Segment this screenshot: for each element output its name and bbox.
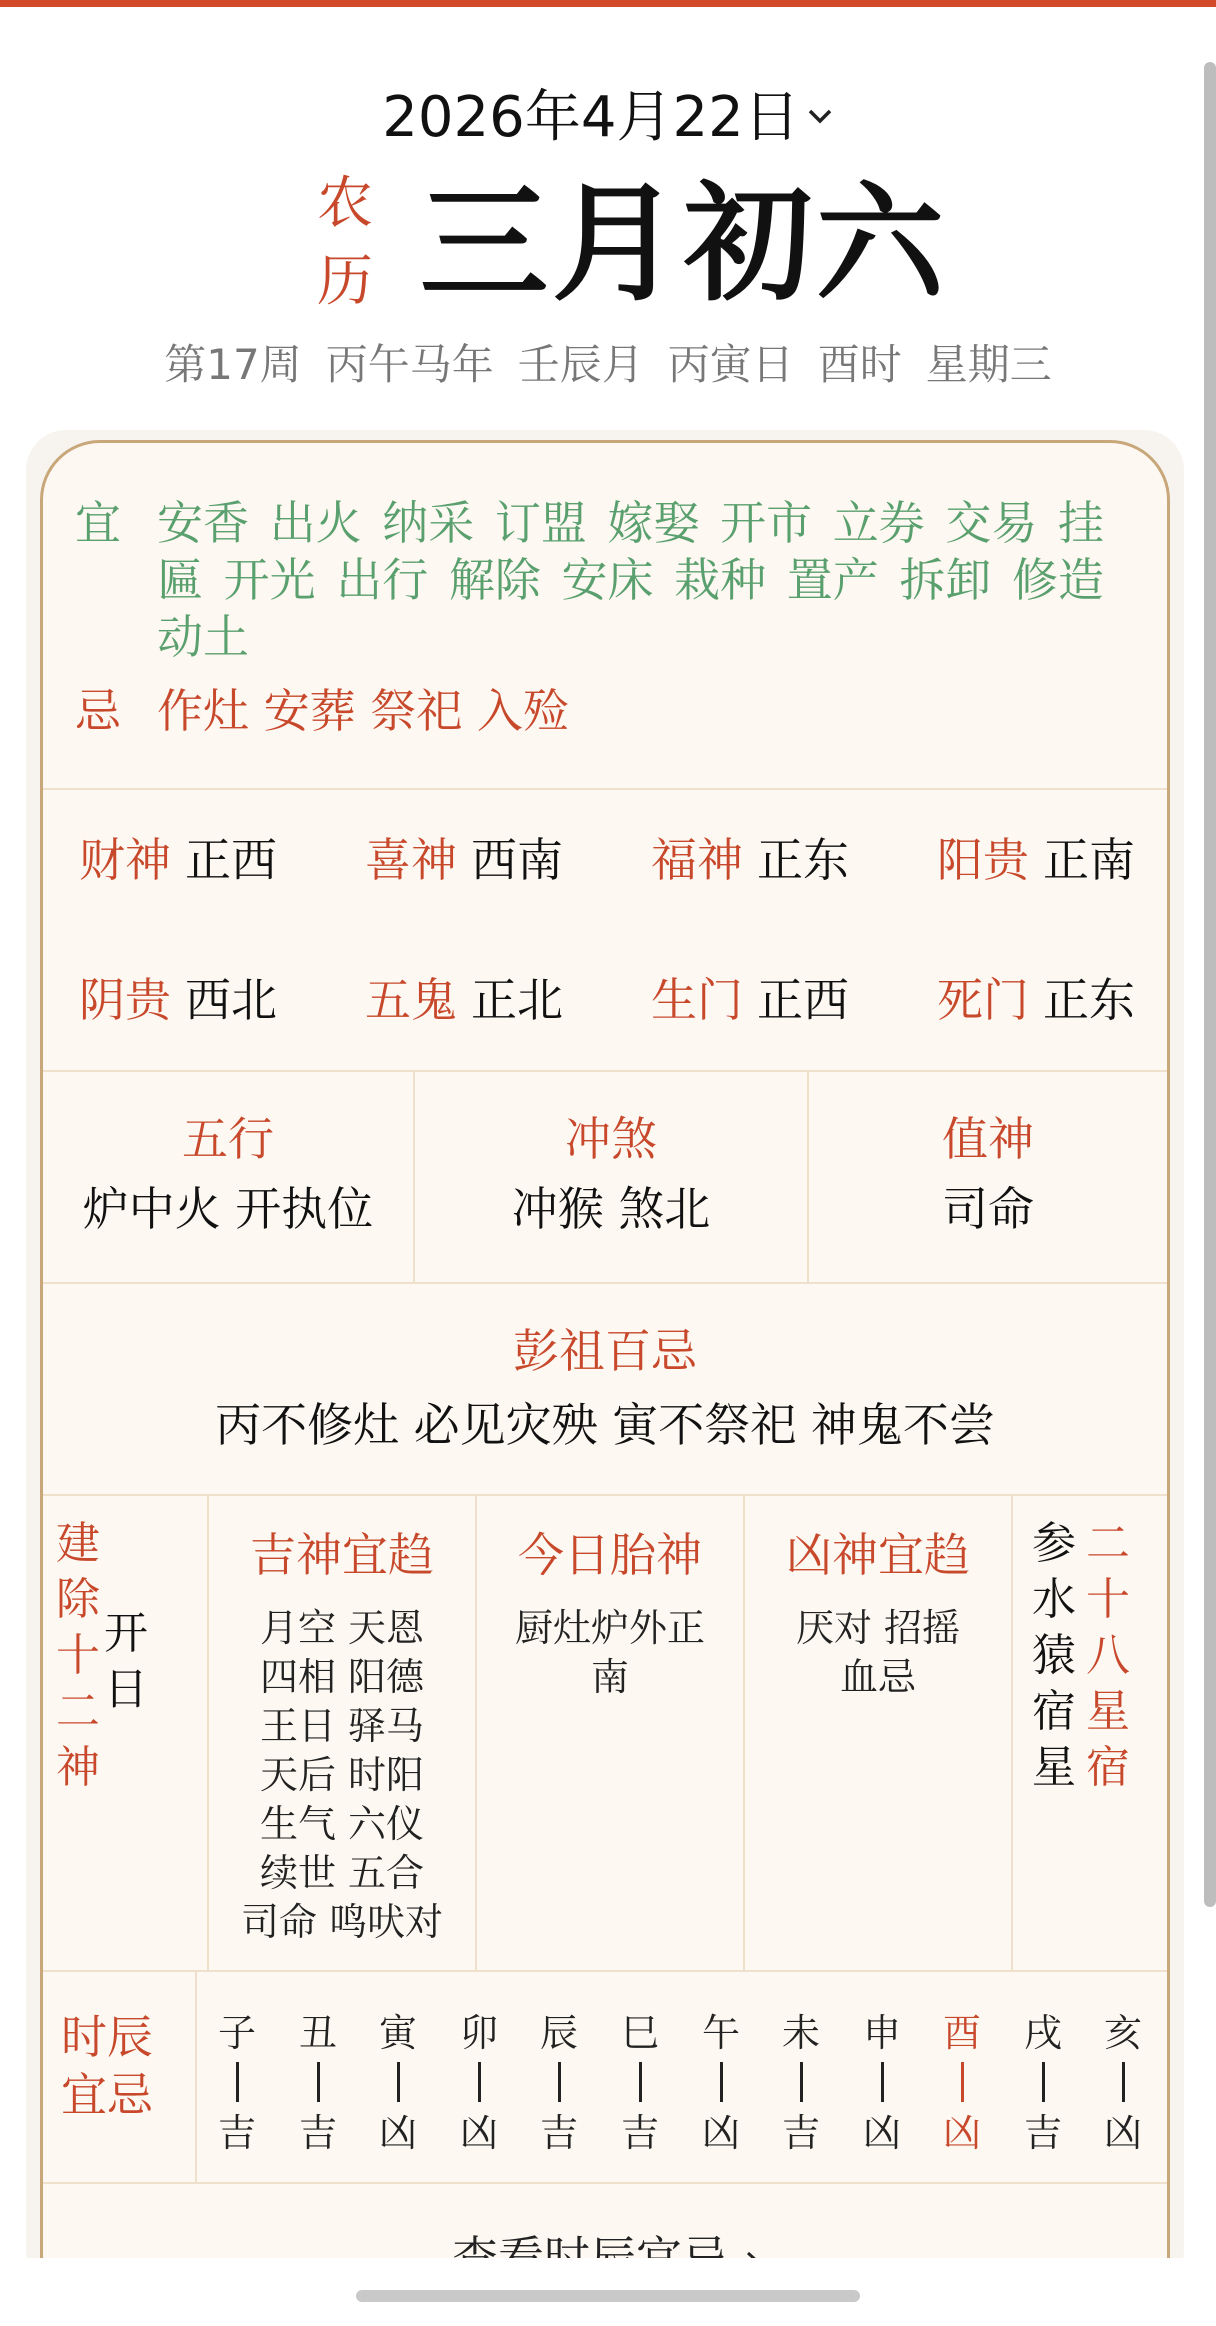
hour-ganzhi: 酉时 — [817, 340, 902, 389]
shichen-bar — [478, 2062, 481, 2102]
shichen-luck: 吉 — [298, 2111, 337, 2155]
god-key: 死门 — [937, 973, 1029, 1027]
god-value: 正西 — [757, 973, 849, 1027]
god-item-shengmen — [651, 970, 849, 1030]
shichen-si[interactable] — [610, 2008, 670, 2158]
shichen-branch: 子 — [217, 2011, 256, 2055]
xingxiu-title — [1083, 1516, 1133, 1796]
week-number: 第17周 — [164, 340, 302, 389]
pengzu-section — [43, 1282, 1167, 1496]
shichen-branch: 巳 — [620, 2011, 659, 2055]
lunar-date: 三月初六 — [420, 170, 949, 319]
jianchu-title-text: 建除十二神 — [56, 1518, 100, 1793]
shichen-label-line-1: 时辰 — [61, 2010, 153, 2064]
date-label: 2026年4月22日 — [382, 85, 800, 150]
wuxing-value: 炉中火 开执位 — [82, 1182, 374, 1236]
xingxiu-value-text: 参水猿宿星 — [1032, 1518, 1076, 1793]
shichen-branch: 卯 — [459, 2011, 498, 2055]
shichen-branch: 丑 — [298, 2011, 337, 2055]
god-item-yingui — [79, 970, 277, 1030]
shichen-luck: 凶 — [378, 2111, 417, 2155]
jishen-line: 天后 时阳 — [259, 1753, 425, 1797]
god-value: 正东 — [757, 833, 849, 887]
shichen-luck: 凶 — [701, 2111, 740, 2155]
shichen-luck: 凶 — [459, 2111, 498, 2155]
top-accent-bar — [0, 0, 1216, 7]
day-ganzhi: 丙寅日 — [667, 340, 794, 389]
lunar-tag — [310, 165, 380, 321]
divider — [195, 1972, 197, 2184]
ji-label: 忌 — [75, 684, 121, 738]
god-value: 正西 — [185, 833, 277, 887]
god-item-fushen — [651, 830, 849, 890]
god-key: 五鬼 — [365, 973, 457, 1027]
gods-direction-section — [43, 788, 1167, 1072]
ji-list: 作灶 安葬 祭祀 入殓 — [157, 684, 569, 738]
shichen-branch: 亥 — [1103, 2011, 1142, 2055]
shichen-branch: 未 — [781, 2011, 820, 2055]
jishen-line: 续世 五合 — [259, 1851, 425, 1895]
shichen-hai[interactable] — [1093, 2008, 1153, 2158]
shichen-branch: 午 — [701, 2011, 740, 2055]
deities-section — [43, 1494, 1167, 1972]
xiongshen-line: 血忌 — [839, 1655, 916, 1699]
shichen-bar — [397, 2062, 400, 2102]
taishen-line: 厨灶炉外正 — [514, 1606, 705, 1650]
chongsha-value: 冲猴 煞北 — [511, 1182, 711, 1236]
shichen-bar — [558, 2062, 561, 2102]
pengzu-title: 彭祖百忌 — [513, 1324, 697, 1378]
shichen-you-current[interactable] — [932, 2008, 992, 2158]
chongsha-title: 冲煞 — [565, 1112, 657, 1166]
xiongshen-list — [745, 1604, 1011, 1702]
god-value: 正北 — [471, 973, 563, 1027]
god-key: 阴贵 — [79, 973, 171, 1027]
god-item-caishen — [79, 830, 277, 890]
shichen-zi[interactable] — [207, 2008, 267, 2158]
jishen-title: 吉神宜趋 — [250, 1528, 434, 1582]
god-value: 西南 — [471, 833, 563, 887]
divider — [1011, 1496, 1013, 1972]
god-item-yanggui — [937, 830, 1135, 890]
lunar-tag-char-1: 农 — [317, 171, 373, 236]
shichen-label — [61, 2008, 161, 2124]
shichen-bar — [1122, 2062, 1125, 2102]
god-key: 生门 — [651, 973, 743, 1027]
xingxiu-value — [1029, 1516, 1079, 1796]
taishen-line: 南 — [590, 1655, 629, 1699]
god-key: 喜神 — [365, 833, 457, 887]
shichen-section — [43, 1970, 1167, 2184]
lunar-date-block — [310, 165, 949, 325]
shichen-luck: 凶 — [1103, 2111, 1142, 2155]
god-key: 福神 — [651, 833, 743, 887]
shichen-chou[interactable] — [288, 2008, 348, 2158]
shichen-branch: 寅 — [378, 2011, 417, 2055]
god-value: 西北 — [185, 973, 277, 1027]
shichen-yin[interactable] — [368, 2008, 428, 2158]
jishen-line: 生气 六仪 — [259, 1802, 425, 1846]
shichen-luck: 吉 — [781, 2111, 820, 2155]
shichen-luck: 凶 — [862, 2111, 901, 2155]
god-item-simen — [937, 970, 1135, 1030]
shichen-branch: 酉 — [942, 2011, 981, 2055]
shichen-branch: 申 — [862, 2011, 901, 2055]
jishen-line: 四相 阳德 — [259, 1655, 425, 1699]
jianchu-value — [101, 1606, 151, 1718]
shichen-luck: 吉 — [217, 2111, 256, 2155]
yi-label: 宜 — [75, 496, 121, 550]
xiongshen-title: 凶神宜趋 — [786, 1528, 970, 1582]
shichen-xu[interactable] — [1013, 2008, 1073, 2158]
shichen-luck: 吉 — [620, 2111, 659, 2155]
zhishen-value: 司命 — [942, 1182, 1034, 1236]
xiongshen-line: 厌对 招摇 — [795, 1606, 961, 1650]
shichen-luck: 吉 — [539, 2111, 578, 2155]
almanac-card — [40, 440, 1170, 2293]
shichen-bar — [720, 2062, 723, 2102]
shichen-bar — [317, 2062, 320, 2102]
yi-ji-section — [43, 443, 1167, 788]
jishen-line: 王日 驿马 — [259, 1704, 425, 1748]
wuxing-chongsha-section — [43, 1070, 1167, 1284]
weekday: 星期三 — [925, 340, 1052, 389]
month-ganzhi: 壬辰月 — [517, 340, 644, 389]
god-item-xishen — [365, 830, 563, 890]
jishen-list — [209, 1604, 475, 1947]
shichen-bar — [800, 2062, 803, 2102]
zhishen-cell — [809, 1072, 1167, 1282]
lunar-tag-char-2: 历 — [317, 249, 373, 314]
shichen-branch: 辰 — [539, 2011, 578, 2055]
shichen-wu[interactable] — [691, 2008, 751, 2158]
shichen-bar — [961, 2062, 964, 2102]
taishen-list — [477, 1604, 743, 1702]
shichen-mao[interactable] — [449, 2008, 509, 2158]
chevron-down-icon — [806, 102, 834, 130]
shichen-bar — [881, 2062, 884, 2102]
shichen-luck: 凶 — [942, 2111, 981, 2155]
year-ganzhi: 丙午马年 — [325, 340, 494, 389]
god-item-wugui — [365, 970, 563, 1030]
god-value: 正东 — [1043, 973, 1135, 1027]
god-key: 财神 — [79, 833, 171, 887]
chongsha-cell — [415, 1072, 807, 1282]
shichen-shen[interactable] — [852, 2008, 912, 2158]
jianchu-title — [53, 1516, 103, 1796]
ganzhi-line — [0, 336, 1216, 394]
zhishen-title: 值神 — [942, 1112, 1034, 1166]
pengzu-text: 丙不修灶 必见灾殃 寅不祭祀 神鬼不尝 — [215, 1398, 995, 1452]
shichen-label-line-2: 宜忌 — [61, 2068, 153, 2122]
home-indicator[interactable] — [356, 2290, 860, 2302]
shichen-wei[interactable] — [771, 2008, 831, 2158]
wuxing-cell — [43, 1072, 413, 1282]
jishen-line: 司命 鸣吠对 — [240, 1900, 444, 1944]
taishen-title: 今日胎神 — [518, 1528, 702, 1582]
shichen-chen[interactable] — [529, 2008, 589, 2158]
shichen-luck: 吉 — [1023, 2111, 1062, 2155]
shichen-branch: 戌 — [1023, 2011, 1062, 2055]
wuxing-title: 五行 — [182, 1112, 274, 1166]
yi-list: 安香 出火 纳采 订盟 嫁娶 开市 立券 交易 挂匾 开光 出行 解除 安床 栽种 置产 拆卸 修造 动土 — [157, 496, 1104, 664]
jishen-line: 月空 天恩 — [259, 1606, 425, 1650]
shichen-bar — [1042, 2062, 1045, 2102]
shichen-bar — [236, 2062, 239, 2102]
god-key: 阳贵 — [937, 833, 1029, 887]
shichen-bar — [639, 2062, 642, 2102]
jianchu-value-text: 开日 — [104, 1608, 148, 1715]
xingxiu-title-text: 二十八星宿 — [1086, 1518, 1130, 1793]
date-selector[interactable] — [0, 82, 1216, 154]
god-value: 正南 — [1043, 833, 1135, 887]
